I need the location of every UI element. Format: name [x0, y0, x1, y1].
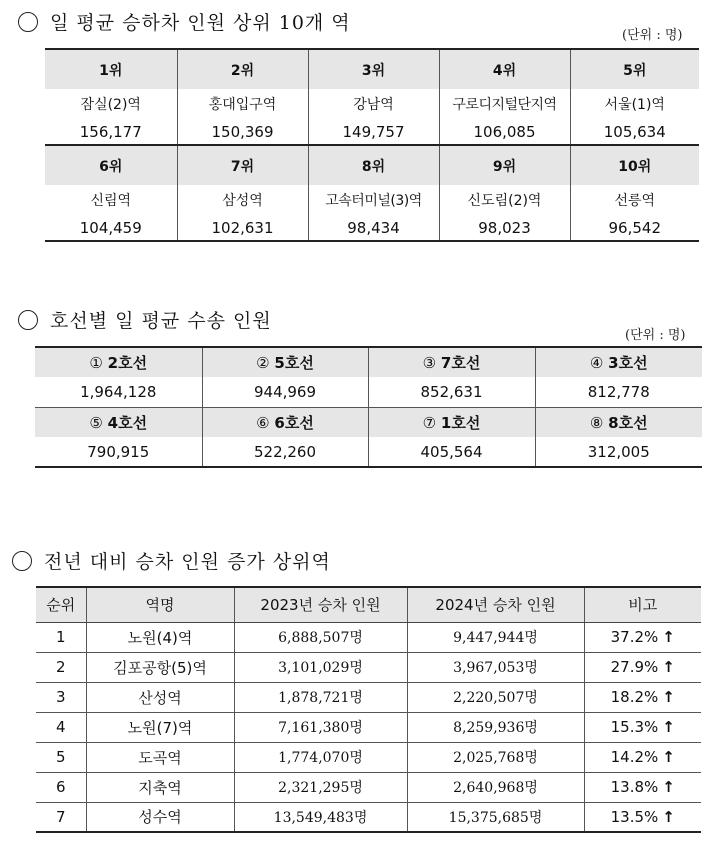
passenger-count-cell: 106,085 — [439, 119, 570, 145]
station-name-cell: 신도림(2)역 — [439, 185, 570, 215]
count-2024-cell: 8,259,936명 — [407, 712, 584, 742]
passenger-count-cell: 98,434 — [308, 215, 439, 241]
table-row — [36, 622, 701, 652]
header-rank: 순위 — [36, 587, 86, 622]
table-row — [36, 772, 701, 802]
passenger-count-cell: 105,634 — [570, 119, 699, 145]
note-cell — [584, 742, 701, 772]
table-row — [36, 682, 701, 712]
line-label-cell — [368, 407, 535, 437]
circled-number: ④ — [589, 354, 604, 372]
count-2023-cell: 13,549,483명 — [234, 802, 407, 832]
rank-cell: 7위 — [177, 145, 308, 185]
count-2023-cell: 1,878,721명 — [234, 682, 407, 712]
line-name: 7호선 — [440, 354, 481, 372]
up-arrow-icon: ↑ — [662, 658, 675, 676]
line-label-cell — [202, 347, 368, 377]
rank-cell: 3 — [36, 682, 86, 712]
station-name-cell: 신림역 — [90, 193, 132, 209]
line-label-cell — [35, 407, 202, 437]
rank-cell: 4 — [36, 712, 86, 742]
station-name-cell: 홍대입구역 — [177, 89, 308, 119]
transport-count-cell: 522,260 — [202, 437, 368, 467]
increase-percent: 13.8% — [610, 778, 659, 796]
up-arrow-icon: ↑ — [662, 688, 675, 706]
count-2024-cell: 2,220,507명 — [407, 682, 584, 712]
passenger-count-cell: 102,631 — [177, 215, 308, 241]
line-name: 5호선 — [274, 354, 314, 372]
rank-cell: 2 — [36, 652, 86, 682]
line-name: 6호선 — [274, 413, 314, 432]
line-name: 1호선 — [440, 413, 481, 432]
note-cell — [584, 622, 701, 652]
increase-percent: 15.3% — [610, 718, 659, 736]
header-2023: 2023년 승차 인원 — [234, 587, 407, 622]
station-name-cell: 구로디지털단지역 — [439, 89, 570, 119]
increase-percent: 18.2% — [610, 688, 659, 706]
circled-number: ① — [89, 354, 103, 372]
line-label-cell — [202, 407, 368, 437]
station-name-cell: 서울(1)역 — [570, 89, 699, 119]
top10-stations-table — [45, 48, 699, 242]
increase-percent: 13.5% — [610, 807, 659, 826]
transport-count-cell: 944,969 — [202, 377, 368, 407]
rank-cell: 6위 — [45, 145, 177, 185]
passenger-count-cell: 150,369 — [177, 119, 308, 145]
transport-count-cell: 790,915 — [35, 437, 202, 467]
transport-count-cell: 1,964,128 — [80, 382, 157, 401]
line-label-cell — [535, 407, 702, 437]
count-2023-cell: 2,321,295명 — [234, 772, 407, 802]
up-arrow-icon: ↑ — [662, 807, 675, 826]
note-cell — [584, 652, 701, 682]
rank-cell: 1위 — [45, 49, 177, 89]
line-name: 8호선 — [608, 413, 648, 432]
circled-number: ③ — [422, 354, 437, 372]
line-name: 3호선 — [608, 354, 648, 372]
station-cell: 도곡역 — [86, 742, 234, 772]
count-2023-cell: 3,101,029명 — [234, 652, 407, 682]
rank-cell: 6 — [36, 772, 86, 802]
header-station: 역명 — [86, 587, 234, 622]
table-row — [36, 802, 701, 832]
circled-number: ⑥ — [256, 413, 270, 432]
transport-count-cell: 812,778 — [535, 377, 702, 407]
note-cell — [584, 772, 701, 802]
passenger-count-cell: 156,177 — [79, 122, 142, 141]
up-arrow-icon: ↑ — [662, 748, 675, 766]
passenger-count-cell: 104,459 — [45, 215, 177, 241]
station-name-cell: 강남역 — [308, 89, 439, 119]
increase-percent: 37.2% — [610, 628, 659, 646]
station-name-cell: 선릉역 — [570, 185, 699, 215]
circled-number: ⑧ — [589, 413, 604, 432]
note-cell — [584, 712, 701, 742]
section1-unit: (단위 : 명) — [622, 28, 683, 43]
line-transport-table — [35, 346, 702, 468]
section1-title: 일 평균 승하차 인원 상위 10개 역 — [18, 8, 351, 35]
station-name-cell: 고속터미널(3)역 — [308, 185, 439, 215]
section2-unit: (단위 : 명) — [625, 328, 686, 343]
rank-cell: 1 — [36, 622, 86, 652]
note-cell — [584, 682, 701, 712]
header-2024: 2024년 승차 인원 — [407, 587, 584, 622]
line-label-cell — [35, 347, 202, 377]
transport-count-cell: 852,631 — [368, 377, 535, 407]
line-label-cell — [368, 347, 535, 377]
rank-cell: 7 — [36, 802, 86, 832]
circle-bullet-icon — [18, 310, 38, 330]
station-cell: 산성역 — [86, 682, 234, 712]
up-arrow-icon: ↑ — [662, 778, 675, 796]
count-2024-cell: 2,640,968명 — [407, 772, 584, 802]
transport-count-cell: 312,005 — [535, 437, 702, 467]
rank-cell: 3위 — [308, 49, 439, 89]
rank-cell: 9위 — [439, 145, 570, 185]
transport-count-cell: 405,564 — [368, 437, 535, 467]
header-note: 비고 — [584, 587, 701, 622]
station-cell: 지축역 — [86, 772, 234, 802]
count-2024-cell: 2,025,768명 — [407, 742, 584, 772]
station-cell: 노원(4)역 — [86, 622, 234, 652]
up-arrow-icon: ↑ — [662, 718, 675, 736]
circle-bullet-icon — [18, 12, 38, 32]
station-cell: 노원(7)역 — [86, 712, 234, 742]
passenger-count-cell: 98,023 — [439, 215, 570, 241]
increase-percent: 27.9% — [610, 658, 659, 676]
circled-number: ⑤ — [89, 413, 103, 432]
station-name-cell: 삼성역 — [177, 185, 308, 215]
table-row — [36, 742, 701, 772]
count-2024-cell: 15,375,685명 — [407, 802, 584, 832]
count-2023-cell: 1,774,070명 — [234, 742, 407, 772]
passenger-count-cell: 96,542 — [570, 215, 699, 241]
table-row — [36, 712, 701, 742]
ridership-increase-table — [36, 586, 701, 833]
station-cell: 김포공항(5)역 — [86, 652, 234, 682]
line-label-cell — [535, 347, 702, 377]
rank-cell: 10위 — [570, 145, 699, 185]
count-2023-cell: 6,888,507명 — [234, 622, 407, 652]
circled-number: ② — [256, 354, 270, 372]
rank-cell: 5 — [36, 742, 86, 772]
table-row — [36, 652, 701, 682]
up-arrow-icon: ↑ — [662, 628, 675, 646]
rank-cell: 5위 — [570, 49, 699, 89]
rank-cell: 2위 — [177, 49, 308, 89]
station-cell: 성수역 — [86, 802, 234, 832]
rank-cell: 4위 — [439, 49, 570, 89]
passenger-count-cell: 149,757 — [308, 119, 439, 145]
line-name: 4호선 — [107, 413, 148, 432]
section3-title: 전년 대비 승차 인원 증가 상위역 — [12, 547, 331, 574]
count-2024-cell: 9,447,944명 — [407, 622, 584, 652]
line-name: 2호선 — [107, 354, 148, 372]
rank-cell: 8위 — [308, 145, 439, 185]
count-2024-cell: 3,967,053명 — [407, 652, 584, 682]
station-name-cell: 잠실(2)역 — [80, 97, 141, 113]
circled-number: ⑦ — [422, 413, 437, 432]
section2-title: 호선별 일 평균 수송 인원 — [18, 306, 272, 333]
circle-bullet-icon — [12, 551, 32, 571]
note-cell — [584, 802, 701, 832]
count-2023-cell: 7,161,380명 — [234, 712, 407, 742]
increase-percent: 14.2% — [610, 748, 659, 766]
